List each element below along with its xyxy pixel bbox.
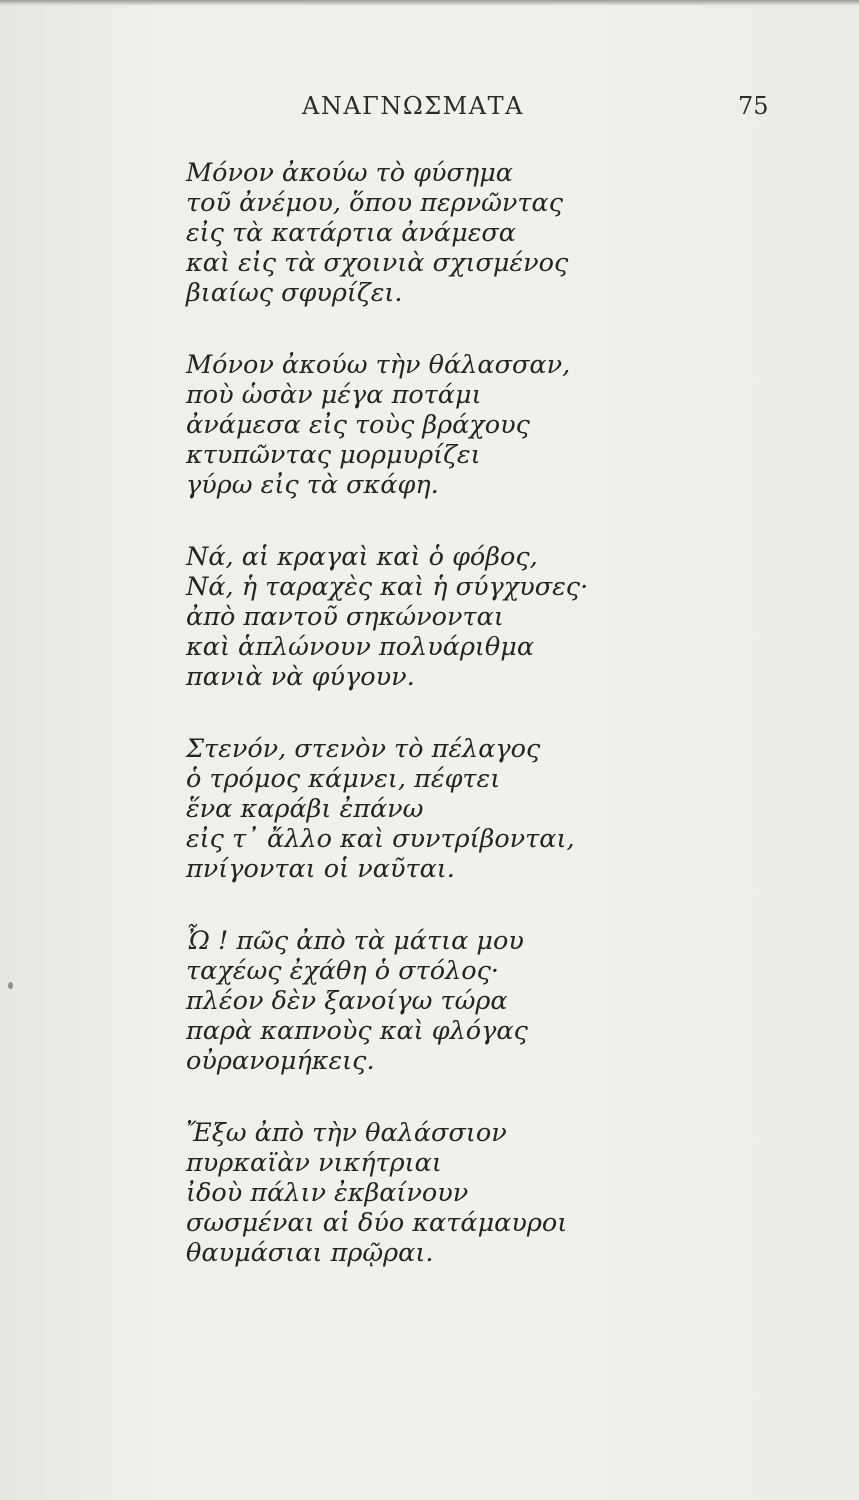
poem-line: Νά, αἱ κραγαὶ καὶ ὁ φόβος, [186, 542, 538, 572]
poem-line: σωσμέναι αἱ δύο κατάμαυροι [186, 1208, 568, 1238]
poem-line: πανιὰ νὰ φύγουν. [186, 662, 415, 692]
poem-line: οὐρανομήκεις. [186, 1046, 375, 1076]
poem-line: βιαίως σφυρίζει. [186, 278, 403, 308]
running-head-title: ΑΝΑΓΝΩΣΜΑΤΑ [302, 92, 524, 120]
poem-line: εἰς τ᾽ ἄλλο καὶ συντρίβονται, [186, 824, 575, 854]
poem-line: τοῦ ἀνέμου, ὅπου περνῶντας [186, 188, 564, 218]
page-number: 75 [738, 92, 769, 120]
poem-line: καὶ εἰς τὰ σχοινιὰ σχισμένος [186, 248, 569, 278]
stanza [186, 1118, 826, 1268]
poem-line: εἰς τὰ κατάρτια ἀνάμεσα [186, 218, 517, 248]
poem-line: ἰδοὺ πάλιν ἐκβαίνουν [186, 1178, 469, 1208]
poem-line: ὁ τρόμος κάμνει, πέφτει [186, 764, 501, 794]
stanza [186, 926, 826, 1076]
poem-line: κτυπῶντας μορμυρίζει [186, 440, 481, 470]
poem-line: Ἔξω ἀπὸ τὴν θαλάσσιον [186, 1118, 507, 1148]
poem-line: Νά, ἡ ταραχὲς καὶ ἡ σύγχυσες· [186, 572, 589, 602]
stanza [186, 350, 826, 500]
poem-line: Στενόν, στενὸν τὸ πέλαγος [186, 734, 541, 764]
poem-line: πυρκαϊὰν νικήτριαι [186, 1148, 442, 1178]
poem-line: θαυμάσιαι πρῷραι. [186, 1238, 434, 1268]
poem-line: Μόνον ἀκούω τὸ φύσημα [186, 158, 514, 188]
page-top-edge [0, 0, 859, 6]
poem-line: Ὦ ! πῶς ἀπὸ τὰ μάτια μου [186, 926, 524, 956]
poem-line: πλέον δὲν ξανοίγω τώρα [186, 986, 508, 1016]
poem-line: ἀπὸ παντοῦ σηκώνονται [186, 602, 504, 632]
poem-line: πνίγονται οἱ ναῦται. [186, 854, 455, 884]
poem [186, 158, 826, 1310]
stanza [186, 158, 826, 308]
poem-line: ἀνάμεσα εἰς τοὺς βράχους [186, 410, 530, 440]
stanza [186, 734, 826, 884]
poem-line: καὶ ἁπλώνουν πολυάριθμα [186, 632, 535, 662]
poem-line: ποὺ ὡσὰν μέγα ποτάμι [186, 380, 482, 410]
poem-line: Μόνον ἀκούω τὴν θάλασσαν, [186, 350, 571, 380]
ink-speck [8, 982, 13, 989]
stanza [186, 542, 826, 692]
poem-line: γύρω εἰς τὰ σκάφη. [186, 470, 439, 500]
poem-line: ἕνα καράβι ἐπάνω [186, 794, 424, 824]
poem-line: παρὰ καπνοὺς καὶ φλόγας [186, 1016, 528, 1046]
poem-line: ταχέως ἐχάθη ὁ στόλος· [186, 956, 499, 986]
